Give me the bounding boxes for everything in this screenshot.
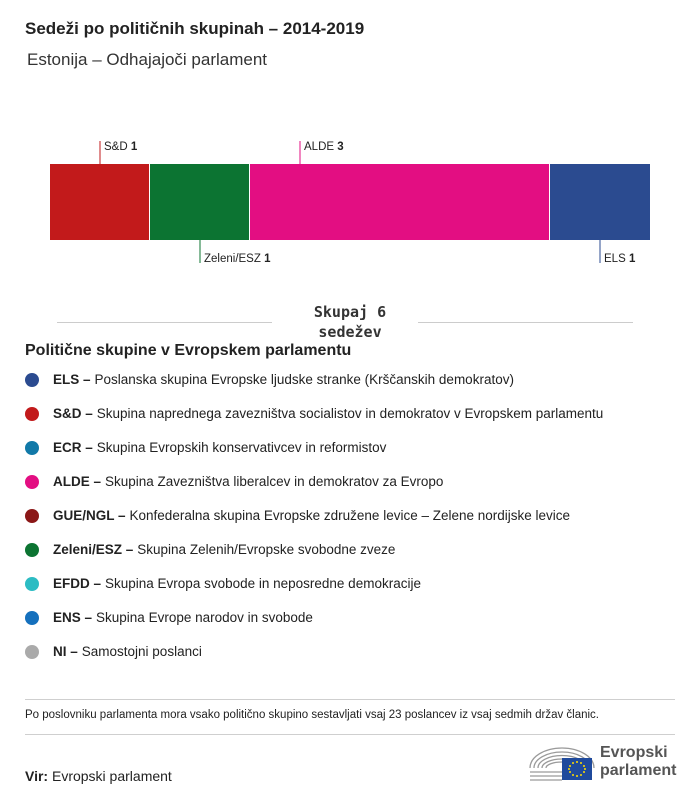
segment-label-name: Zeleni/ESZ	[204, 253, 265, 265]
legend-text: Skupina Zavezništva liberalcev in demokratov za Evropo	[105, 474, 444, 489]
logo-line2: parlament	[600, 762, 677, 779]
segment-label-name: ALDE	[304, 141, 338, 153]
legend-text: Skupina Evropskih konservativcev in reformistov	[96, 440, 387, 455]
legend-text: Skupina Zelenih/Evropske svobodne zveze	[137, 542, 396, 557]
total-divider-right	[418, 322, 633, 323]
legend-abbr: S&D –	[53, 406, 93, 421]
legend-abbr: ENS –	[53, 610, 93, 625]
bar-segment	[50, 164, 149, 240]
note-divider-bottom	[25, 734, 675, 735]
legend-text: Skupina Evrope narodov in svobode	[96, 610, 313, 625]
legend-color-dot	[25, 407, 39, 421]
total-divider-left	[57, 322, 272, 323]
total-seats-line2: sedežev	[318, 323, 382, 341]
segment-label	[304, 141, 344, 153]
group-legend	[25, 372, 603, 678]
legend-abbr: EFDD –	[53, 576, 102, 591]
legend-item	[25, 610, 603, 644]
legend-abbr: ECR –	[53, 440, 93, 455]
segment-label-value: 3	[337, 141, 344, 153]
segment-label-value: 1	[130, 141, 138, 153]
legend-color-dot	[25, 475, 39, 489]
legend-abbr: ELS –	[53, 372, 91, 387]
segment-label-value: 1	[264, 253, 271, 265]
segment-label-value: 1	[628, 253, 636, 265]
legend-item	[25, 406, 603, 440]
segment-label	[104, 141, 138, 153]
bar-segment	[250, 164, 549, 240]
logo-line1: Evropski	[600, 744, 668, 761]
legend-abbr: NI –	[53, 644, 78, 659]
legend-color-dot	[25, 611, 39, 625]
legend-color-dot	[25, 509, 39, 523]
legend-text: Konfederalna skupina Evropske združene levice – Zelene nordijske levice	[129, 508, 571, 523]
legend-item	[25, 576, 603, 610]
legend-title: Politične skupine v Evropskem parlamentu	[25, 342, 352, 359]
legend-item	[25, 508, 603, 542]
legend-color-dot	[25, 373, 39, 387]
legend-color-dot	[25, 577, 39, 591]
legend-text: Samostojni poslanci	[81, 644, 202, 659]
source-line	[25, 768, 172, 784]
bar-segment	[550, 164, 650, 240]
chart-subtitle: Estonija – Odhajajoči parlament	[27, 50, 268, 69]
source-label: Vir:	[25, 768, 49, 784]
total-seats-label	[290, 302, 410, 342]
legend-text: Skupina Evropa svobode in neposredne demokracije	[105, 576, 421, 591]
legend-color-dot	[25, 441, 39, 455]
european-parliament-logo	[528, 742, 678, 786]
legend-text: Skupina naprednega zavezništva socialistov in demokratov v Evropskem parlamentu	[96, 406, 604, 421]
legend-abbr: ALDE –	[53, 474, 102, 489]
legend-item	[25, 474, 603, 508]
chart-title: Sedeži po političnih skupinah – 2014-2019	[25, 19, 365, 38]
footnote: Po poslovniku parlamenta mora vsako politično skupino sestavljati vsaj 23 poslancev iz vsaj sedmih držav članic.	[25, 709, 600, 721]
legend-item	[25, 542, 603, 576]
segment-label-name: ELS	[604, 253, 629, 265]
legend-color-dot	[25, 645, 39, 659]
note-divider-top	[25, 699, 675, 700]
segment-label	[204, 253, 271, 265]
stacked-seat-bar-chart	[0, 130, 700, 280]
segment-label	[604, 253, 636, 265]
segment-label-name: S&D	[104, 141, 131, 153]
legend-text: Poslanska skupina Evropske ljudske stranke (Krščanskih demokratov)	[94, 372, 514, 387]
legend-abbr: Zeleni/ESZ –	[53, 542, 134, 557]
legend-color-dot	[25, 543, 39, 557]
legend-item	[25, 372, 603, 406]
legend-abbr: GUE/NGL –	[53, 508, 126, 523]
legend-item	[25, 644, 603, 678]
total-seats-line1: Skupaj 6	[313, 303, 387, 321]
legend-item	[25, 440, 603, 474]
bar-segment	[150, 164, 249, 240]
source-value: Evropski parlament	[51, 768, 172, 784]
parliament-hemicycle-icon	[528, 742, 598, 786]
